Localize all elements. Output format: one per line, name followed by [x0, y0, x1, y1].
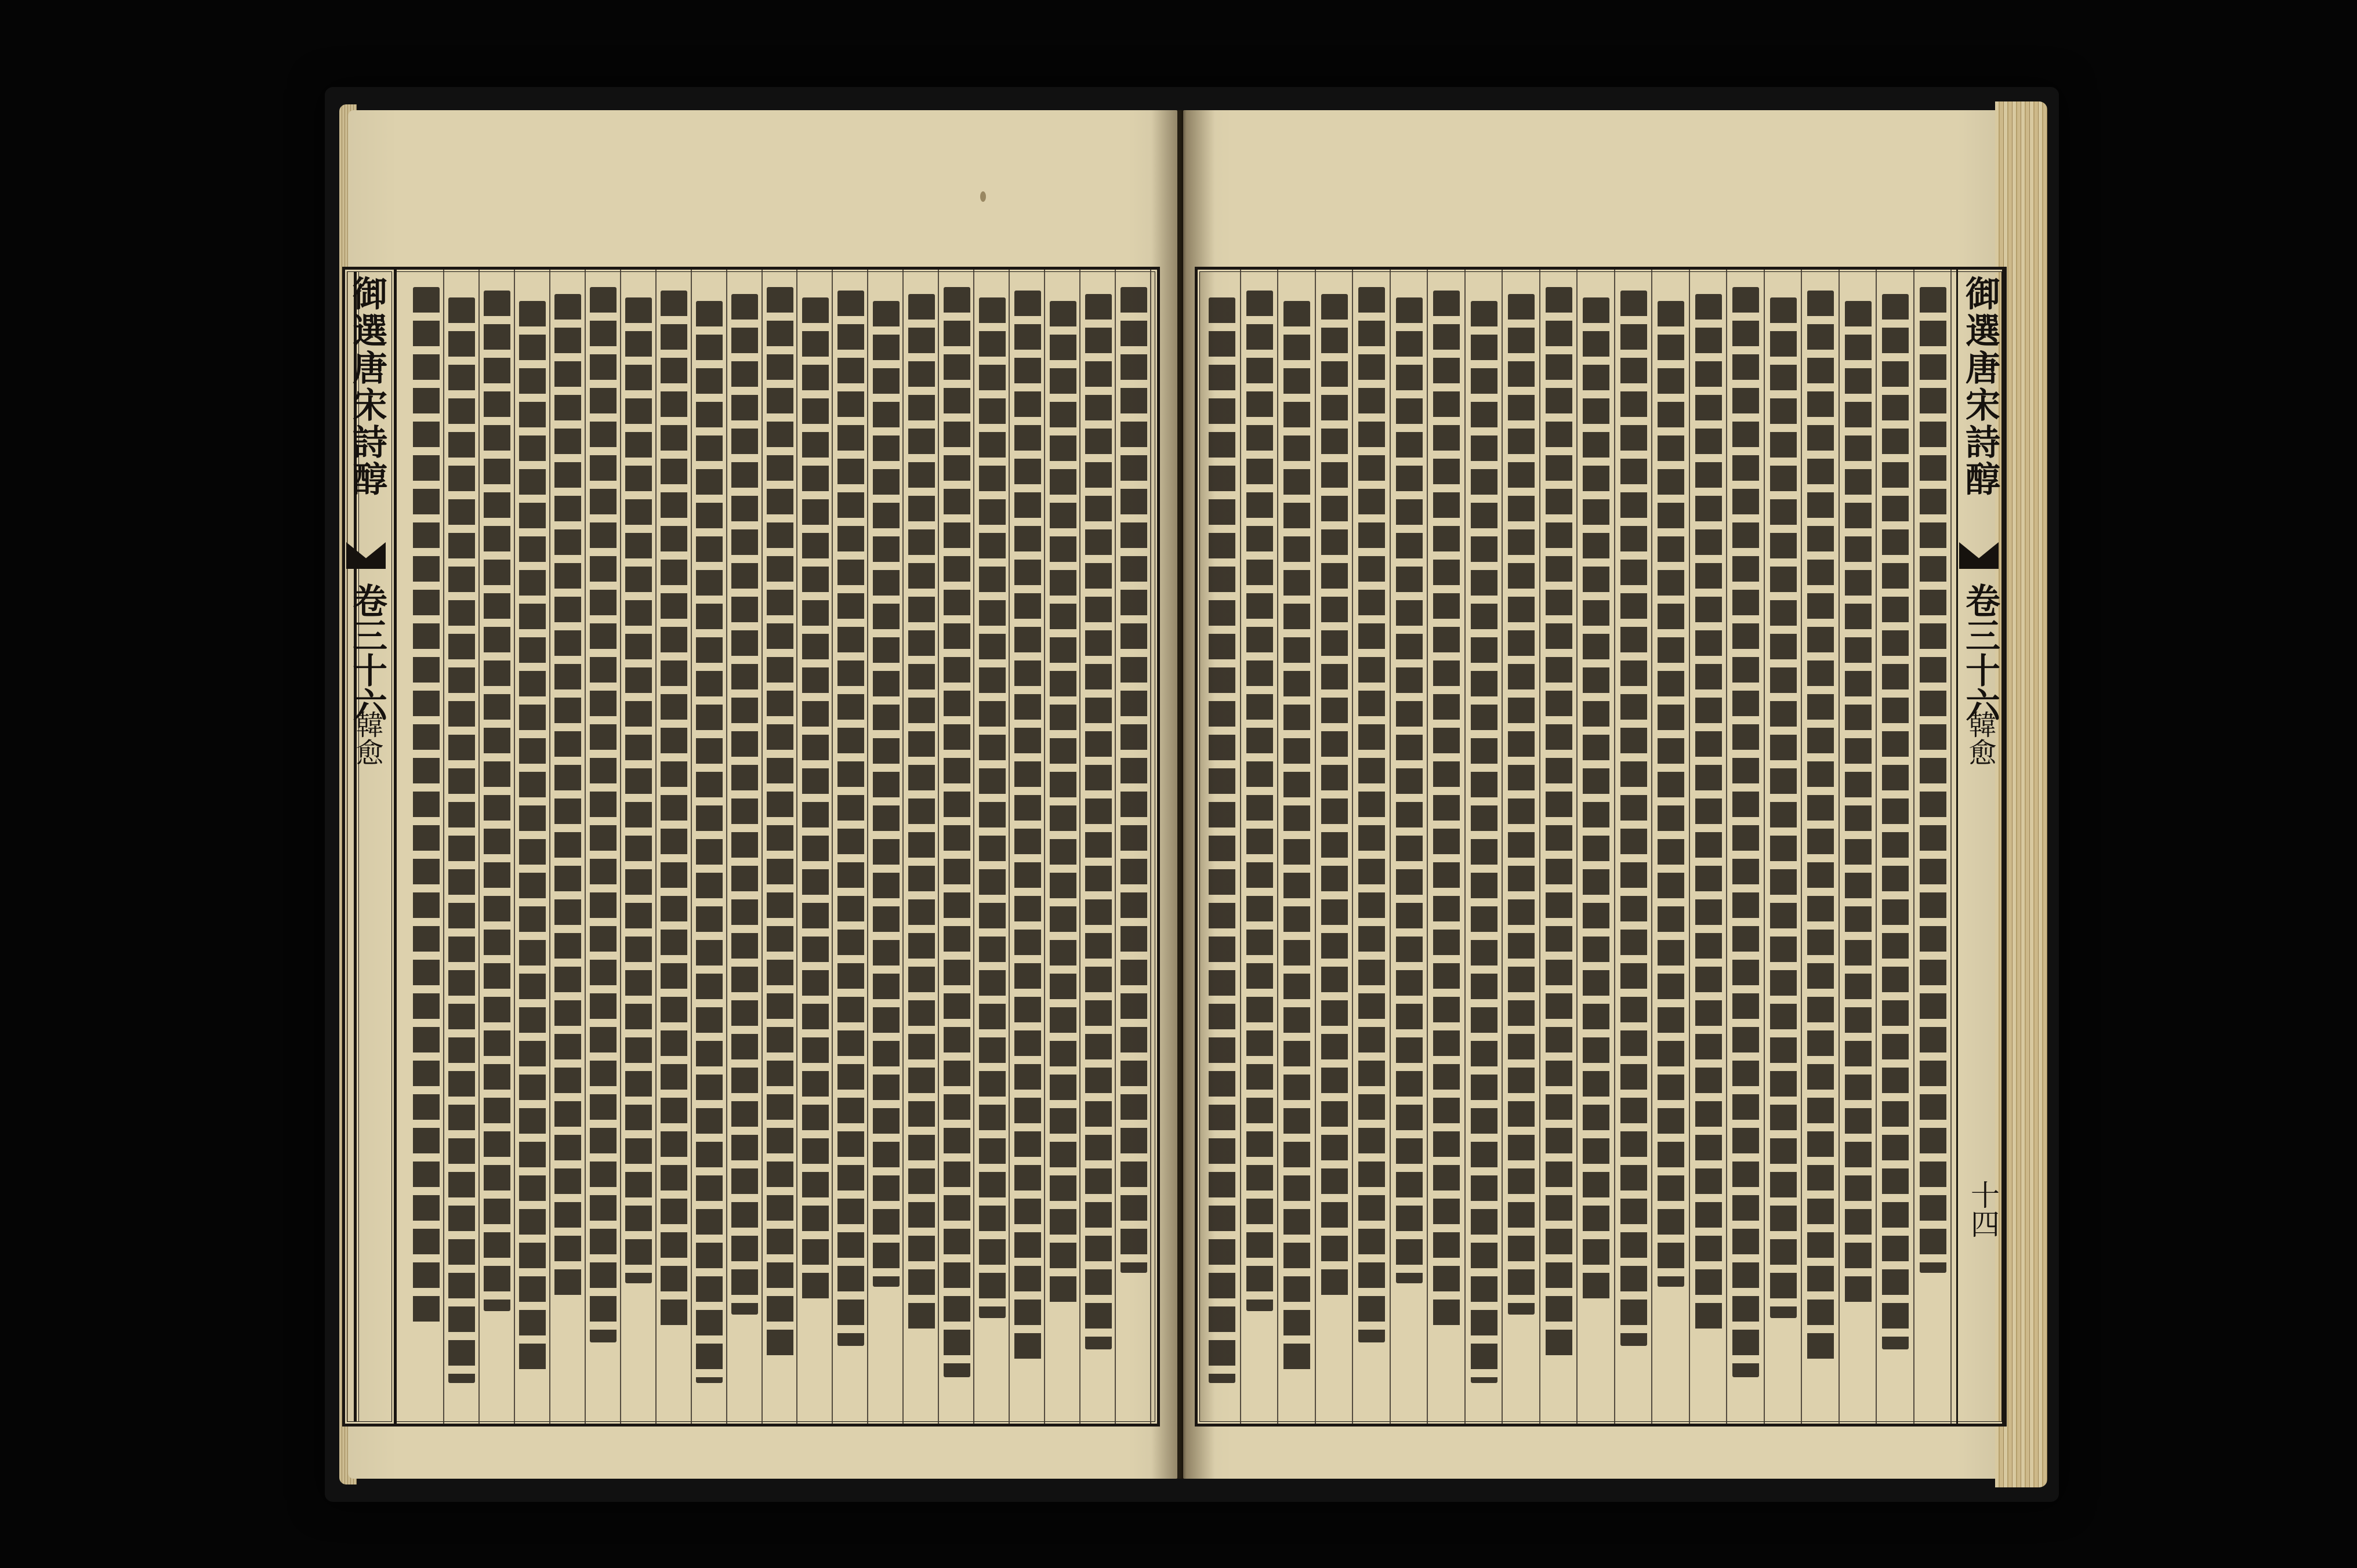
left-column-rule [1044, 270, 1045, 1424]
left-printed-characters [696, 301, 723, 1383]
right-printed-characters [1920, 287, 1946, 1273]
right-printed-characters [1583, 297, 1609, 1301]
author-label-left: 韓愈 [351, 710, 383, 766]
right-printed-characters [1358, 287, 1385, 1342]
left-column-rule [726, 270, 727, 1424]
right-printed-characters [1658, 301, 1684, 1287]
left-column-rule [796, 270, 797, 1424]
left-printed-characters [1121, 287, 1147, 1273]
right-printed-characters [1845, 301, 1872, 1304]
fish-tail-mark [1959, 542, 1999, 569]
right-column-rule [1876, 270, 1877, 1424]
left-column-rule [1115, 270, 1116, 1424]
left-printed-characters [802, 297, 829, 1301]
left-column-rule [902, 270, 904, 1424]
right-column-rule [1240, 270, 1241, 1424]
left-column-rule [443, 270, 444, 1424]
left-column-rule [585, 270, 586, 1424]
left-column-rule [1150, 270, 1151, 1424]
left-printed-characters [484, 291, 510, 1311]
right-printed-characters [1433, 291, 1460, 1329]
right-printed-characters [1209, 297, 1235, 1383]
left-column-rule [549, 270, 550, 1424]
left-column-rule [655, 270, 657, 1424]
right-column-rule [1502, 270, 1503, 1424]
left-column-rule [514, 270, 515, 1424]
left-printed-characters [1014, 291, 1041, 1363]
left-printed-characters [873, 301, 900, 1287]
left-text-frame [351, 267, 1160, 1427]
right-column-rule [1801, 270, 1802, 1424]
right-column-rule [1390, 270, 1391, 1424]
left-banxin-column [342, 267, 397, 1427]
left-column-rule [938, 270, 939, 1424]
right-printed-characters [1732, 287, 1759, 1377]
right-printed-characters [1471, 301, 1497, 1383]
right-column-rule [1539, 270, 1540, 1424]
banxin-center-column [1956, 270, 2004, 1424]
right-column-rule [1839, 270, 1840, 1424]
book-title-left: 御選唐宋詩醇 [347, 275, 387, 498]
right-printed-characters [1508, 294, 1535, 1315]
left-printed-characters [661, 291, 687, 1329]
left-printed-characters [979, 297, 1006, 1318]
right-column-rule [1614, 270, 1615, 1424]
left-column-rule [1079, 270, 1080, 1424]
right-column-rule [1726, 270, 1727, 1424]
left-printed-characters [944, 287, 970, 1377]
right-printed-characters [1770, 297, 1797, 1318]
right-column-rule [1651, 270, 1652, 1424]
left-printed-characters [767, 287, 793, 1360]
right-printed-characters [1807, 291, 1834, 1363]
right-printed-characters [1546, 287, 1572, 1360]
right-printed-characters [1283, 301, 1310, 1374]
right-printed-characters [1695, 294, 1722, 1332]
left-printed-characters [1085, 294, 1112, 1349]
right-column-rule [1464, 270, 1466, 1424]
right-column-rule [1576, 270, 1578, 1424]
left-printed-characters [731, 294, 758, 1315]
left-printed-characters [519, 301, 546, 1374]
right-column-rule [1352, 270, 1353, 1424]
left-column-rule [1009, 270, 1010, 1424]
left-printed-characters [554, 294, 581, 1297]
fish-tail-mark-left [346, 542, 386, 569]
book-title: 御選唐宋詩醇 [1960, 275, 2000, 498]
left-column-rule [973, 270, 974, 1424]
right-text-frame [1195, 267, 2007, 1427]
left-printed-characters [448, 297, 475, 1383]
left-printed-characters [413, 287, 440, 1325]
left-column-rule [762, 270, 763, 1424]
left-column-rule [620, 270, 621, 1424]
right-printed-characters [1321, 294, 1348, 1297]
page-number: 十四 [1966, 1180, 2000, 1238]
right-column-rule [1315, 270, 1316, 1424]
right-printed-characters [1246, 291, 1273, 1311]
volume-label: 卷三十六 [1960, 583, 2000, 722]
right-printed-characters [1396, 297, 1423, 1283]
right-column-rule [1427, 270, 1428, 1424]
right-column-rule [1277, 270, 1278, 1424]
left-printed-characters [625, 297, 652, 1283]
right-printed-characters [1882, 294, 1909, 1349]
left-printed-characters [908, 294, 935, 1332]
left-column-rule [832, 270, 833, 1424]
left-printed-characters [837, 291, 864, 1346]
paper-stain [980, 191, 986, 202]
right-column-rule [1764, 270, 1765, 1424]
left-printed-characters [1050, 301, 1076, 1304]
right-printed-characters [1620, 291, 1647, 1346]
left-column-rule [867, 270, 868, 1424]
left-printed-characters [590, 287, 617, 1342]
volume-label-left: 卷三十六 [347, 583, 387, 722]
author-label: 韓愈 [1964, 710, 1996, 766]
right-column-rule [1913, 270, 1914, 1424]
right-column-rule [1689, 270, 1690, 1424]
left-column-rule [691, 270, 692, 1424]
left-column-rule [478, 270, 480, 1424]
right-column-rule [1950, 270, 1952, 1424]
